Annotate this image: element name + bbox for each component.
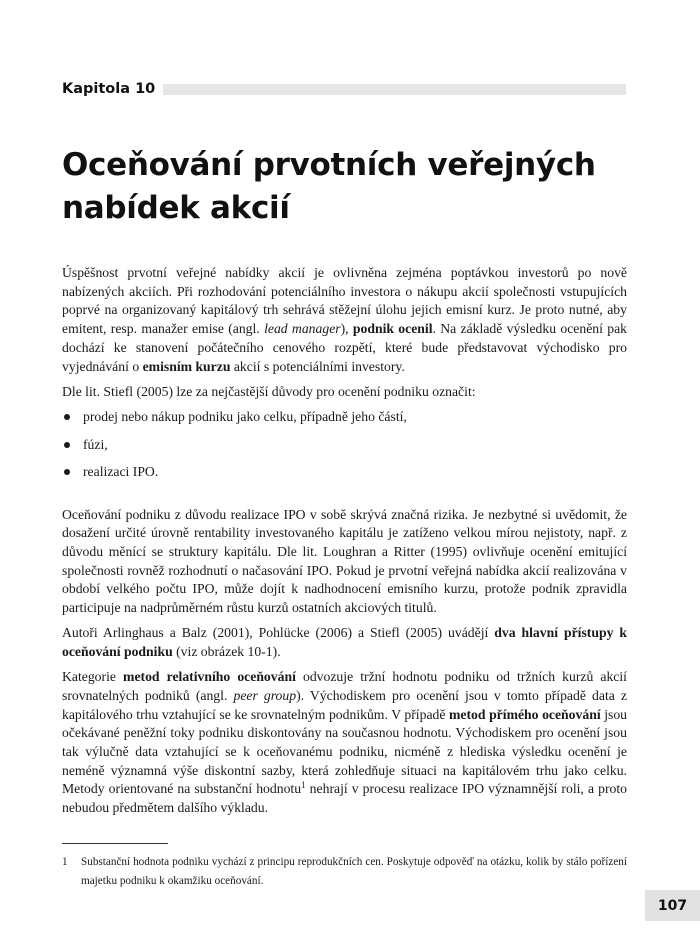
text-run: (viz obrázek 10-1). (172, 643, 281, 659)
footnote-text: Substanční hodnota podniku vychází z principu reprodukčních cen. Poskytuje odpověď na otázku, kolik by stálo pořízení majetku podniku k okamžiku oceňování. (81, 856, 627, 887)
page-number: 107 (645, 890, 700, 921)
paragraph-approaches (62, 624, 627, 661)
list-item: fúzi, (62, 436, 627, 455)
bold-term: metod přímého oceňování (449, 706, 601, 722)
text-run: nehrají v procesu realizace IPO významnější roli, a proto nebudou předmětem dalšího výkladu. (62, 781, 627, 816)
footnote-divider (62, 843, 168, 844)
bold-term: dva hlavní přístupy k oceňování podniku (62, 625, 627, 659)
chapter-header-bar (163, 84, 626, 95)
title-line-1: Oceňování prvotních veřejných (62, 147, 596, 183)
text-run: jsou očekávané peněžní toky podniku diskontovány na současnou hodnotu. Východiskem pro ocenění jsou tak výlučně data vztahující se k oceňovanému podniku, nicméně z hlediska výsledku ocenění je neméně významná výše diskontní sazby, která zohledňuje situaci na kapitálovém trhu jako celku. Metody orientované na substanční hodnotu (62, 706, 628, 797)
paragraph-methods (62, 668, 627, 818)
footnote-reference[interactable]: 1 (301, 780, 306, 791)
list-item: prodej nebo nákup podniku jako celku, případně jeho částí, (62, 408, 627, 427)
chapter-label: Kapitola 10 (62, 81, 156, 97)
text-run: ). Východiskem pro ocenění jsou v tomto případě data z kapitálového trhu vztahující se ke srovnatelným podnikům. V případě (62, 687, 627, 722)
text-run: Autoři Arlinghaus a Balz (2001), Pohlücke (2006) a Stiefl (2005) uvádějí (62, 625, 495, 641)
paragraph-risks: Oceňování podniku z důvodu realizace IPO v sobě skrývá značná rizika. Je nezbytné si uvědomit, že dosažení určité úrovně rentability investovaného kapitálu je zatíženo velkou mírou nejistoty, např. z důvodu měnící se struktury kapitálu. Dle lit. Loughran a Ritter (1995) ovlivňuje ocenění emitující společnosti rovněž rozhodnutí o načasování IPO. Pokud je prvotní veřejná nabídka akcií realizována v období velkého počtu IPO, může dojít k nadhodnocení emisního kurzu, protože podnik zpravidla participuje na nadprůměrném růstu kurzů ostatních akciových titulů. (62, 506, 627, 616)
text-run: odvozuje tržní hodnotu podniku od tržních kurzů akcií srovnatelných podniků (angl. (62, 669, 627, 703)
paragraph-intro (62, 264, 627, 376)
text-run: Úspěšnost prvotní veřejné nabídky akcií je ovlivněna zejména poptávkou investorů po nově nabízených akciích. Při rozhodování potenciálního investora o nákupu akcií společnosti vstupujících poprvé na organizovaný kapitálový trh sehrává stěžejní úlohu jejich emisní kurz. Je proto nutné, aby emitent, resp. manažer emise (angl. (62, 265, 627, 337)
body-text (62, 264, 627, 824)
title-line-2: nabídek akcií (62, 190, 290, 226)
reasons-list (62, 408, 627, 481)
text-run: ), (340, 321, 353, 337)
bold-term: podnik ocenil (352, 321, 433, 337)
list-item: realizaci IPO. (62, 463, 627, 482)
bold-term: metod relativního oceňování (123, 669, 296, 685)
italic-term: lead manager (264, 321, 341, 337)
bold-term: emisním kurzu (142, 358, 231, 374)
page-title (62, 144, 632, 230)
text-run: akcií s potenciálními investory. (230, 358, 405, 374)
footnote (62, 853, 627, 890)
paragraph-reasons: Dle lit. Stiefl (2005) lze za nejčastější důvody pro ocenění podniku označit: (62, 383, 476, 399)
text-run: . Na základě výsledku ocenění pak dochází ke stanovení počátečního cenového rozpětí, které bude představovat východisko pro vyjednávání o (62, 321, 627, 374)
text-run: Kategorie (62, 669, 124, 685)
italic-term: peer group (233, 687, 297, 703)
footnote-number: 1 (62, 856, 68, 868)
chapter-header (62, 82, 626, 96)
